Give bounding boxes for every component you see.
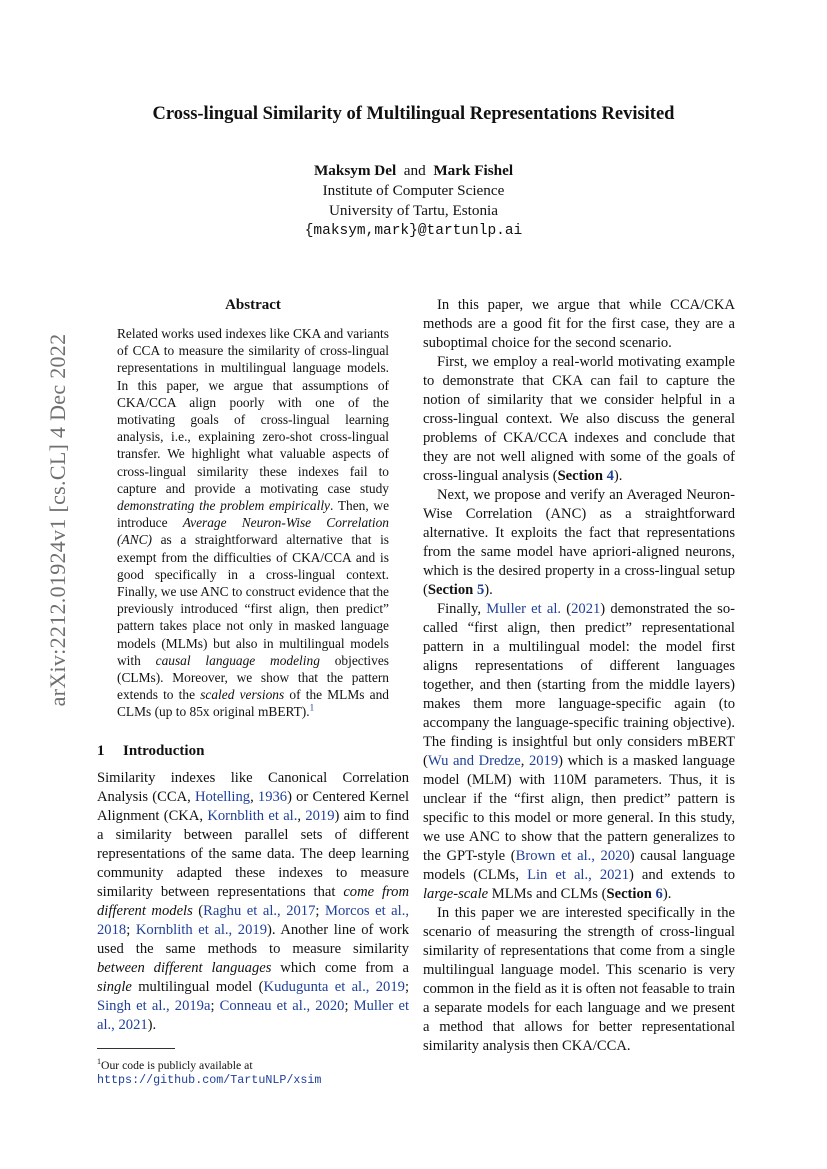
text-segment: ). xyxy=(484,582,493,598)
footnote-divider xyxy=(97,1048,175,1049)
citation-link[interactable]: 2019 xyxy=(528,753,559,769)
citation-link[interactable]: Kornblith et al. xyxy=(207,807,298,824)
section-title: Introduction xyxy=(123,742,205,759)
abstract-emphasis: causal language modeling xyxy=(155,652,320,668)
body-paragraph xyxy=(423,486,735,600)
left-column xyxy=(97,296,409,1088)
text-emphasis: large-scale xyxy=(423,886,489,902)
abstract-emphasis: demonstrating the problem empirically xyxy=(117,498,330,514)
author-conjunction: and xyxy=(403,162,426,179)
citation-link[interactable]: Raghu et al., 2017 xyxy=(203,902,316,919)
paper-title: Cross-lingual Similarity of Multilingual Representations Revisited xyxy=(152,104,675,124)
author-email[interactable]: {maksym,mark}@tartunlp.ai xyxy=(304,223,523,239)
citation-link[interactable]: Muller et al., 2021 xyxy=(97,997,410,1033)
affiliation-university: University of Tartu, Estonia xyxy=(328,202,499,219)
text-segment: ( xyxy=(192,902,204,919)
section-reference-link[interactable]: 4 xyxy=(606,468,614,484)
text-segment: ). xyxy=(613,468,623,484)
section-reference-link[interactable]: 5 xyxy=(476,582,485,598)
section-reference: Section xyxy=(557,468,607,484)
text-segment: First, we employ a real-world motivating example to demonstrate that CKA can fail to capture the notion of similarity that we consider helpful in a cross-lingual context. We also discuss the general problems of CKA/CCA indexes and conclude that they are not well aligned with some of the goals of cross-lingual analysis ( xyxy=(423,354,735,484)
text-segment: Finally, xyxy=(437,601,487,617)
text-segment: ). Another line of work used the same methods to measure similarity xyxy=(97,921,410,957)
text-segment: ). xyxy=(662,886,672,902)
abstract-emphasis: scaled versions xyxy=(200,687,285,703)
text-segment: which come from a xyxy=(271,959,409,976)
text-segment: ; xyxy=(210,997,220,1014)
abstract-segment: objectives (CLMs). Moreover, we show that the pattern extends to the xyxy=(117,652,389,703)
section-reference: Section xyxy=(606,886,656,902)
author-name: Mark Fishel xyxy=(433,162,514,179)
text-segment: ; xyxy=(344,997,354,1014)
author-block xyxy=(60,161,767,241)
text-segment: ). xyxy=(147,1016,157,1033)
text-segment: ( xyxy=(561,601,572,617)
citation-link[interactable]: Kornblith et al., 2019 xyxy=(135,921,267,938)
citation-link[interactable]: 2021 xyxy=(571,601,601,617)
text-emphasis: between different languages xyxy=(97,959,272,976)
text-emphasis: single xyxy=(97,978,132,995)
citation-link[interactable]: 2019 xyxy=(305,807,335,824)
body-paragraph: In this paper, we argue that while CCA/CKA methods are a good fit for the first case, they are a suboptimal choice for the second scenario. xyxy=(423,297,735,351)
text-segment: ) aim to find a similarity between parallel sets of different representations of the same data. The deep learning community adapted these indexes to measure similarity between representations that xyxy=(97,807,409,900)
intro-paragraph xyxy=(97,769,409,1035)
text-segment: multilingual model ( xyxy=(131,978,264,995)
author-names xyxy=(60,161,767,181)
text-segment: ) or Centered Kernel Alignment (CKA, xyxy=(97,788,410,824)
body-paragraph xyxy=(423,353,735,486)
footnote-number: 1 xyxy=(97,1056,101,1066)
abstract-segment: Related works used indexes like CKA and variants of CCA to measure the similarity of cross-lingual representations in multilingual language models. In this paper, we argue that assumptions of CKA/CCA align poorly with one of the motivating goals of cross-lingual learning analysis, i.e., explaining zero-shot cross-lingual transfer. We highlight what valuable aspects of cross-lingual similarity these indexes fail to capture and provide a motivating case study xyxy=(117,326,389,496)
right-column xyxy=(423,296,735,1056)
text-segment: ) causal language models (CLMs, xyxy=(423,848,735,883)
text-segment: ; xyxy=(404,978,409,995)
author-name: Maksym Del xyxy=(313,162,397,179)
text-segment: Next, we propose and verify an Averaged Neuron-Wise Correlation (ANC) as a straightforward alternative. It exploits the fact that representations from the same model have apriori-aligned neurons, which is the desired property in a cross-lingual setup ( xyxy=(423,487,735,598)
citation-link[interactable]: Conneau et al., 2020 xyxy=(219,997,345,1014)
section-number: 1 xyxy=(97,742,105,759)
arxiv-identifier xyxy=(45,333,70,707)
text-segment: ; xyxy=(315,902,325,919)
text-segment: ) demonstrated the so-called “first align, then predict” representational pattern in a multilingual model: the model first aligns representations of different languages together, and then (starting from the middle layers) makes them more language-specific again (to accompany the language-specific training objective). The finding is insightful but only considers mBERT ( xyxy=(423,601,736,769)
citation-link[interactable]: Singh et al., 2019a xyxy=(97,997,211,1014)
text-segment: Similarity indexes like Canonical Correlation Analysis (CCA, xyxy=(97,769,409,805)
citation-link[interactable]: Brown et al., 2020 xyxy=(515,848,630,864)
abstract-text xyxy=(117,325,389,721)
body-paragraph xyxy=(423,600,735,904)
affiliation-institute: Institute of Computer Science xyxy=(322,182,505,199)
section-reference: Section xyxy=(427,582,477,598)
citation-link[interactable]: Muller et al. xyxy=(486,601,562,617)
footnote xyxy=(97,1055,409,1088)
citation-link[interactable]: Hotelling xyxy=(194,788,251,805)
section-heading-introduction xyxy=(97,741,409,761)
footnote-text: Our code is publicly available at xyxy=(101,1058,253,1072)
section-reference-link[interactable]: 6 xyxy=(655,886,663,902)
text-segment: MLMs and CLMs ( xyxy=(488,886,607,902)
abstract-heading: Abstract xyxy=(225,297,281,313)
abstract-segment: as a straightforward alternative that is exempt from the difficulties of CKA/CCA and is good specifically in a cross-lingual context. Finally, we use ANC to construct evidence that the previously introduced “first align, then predict” pattern takes place not only in masked language models (MLMs) but also in multilingual models with xyxy=(117,532,389,668)
code-repository-link[interactable]: https://github.com/TartuNLP/xsim xyxy=(97,1073,322,1088)
citation-link[interactable]: 1936 xyxy=(257,788,288,805)
citation-link[interactable]: Morcos et al., 2018 xyxy=(97,902,409,938)
citation-link[interactable]: Lin et al., 2021 xyxy=(527,867,630,883)
abstract-emphasis: Average Neuron-Wise Correlation (ANC) xyxy=(117,515,389,548)
citation-link[interactable]: Kudugunta et al., 2019 xyxy=(263,978,405,995)
arxiv-stamp-text: arXiv:2212.01924v1 [cs.CL] 4 Dec 2022 xyxy=(45,333,70,707)
text-segment: ) which is a masked language model (MLM) with 110M parameters. Thus, it is unclear if the “first align, then predict” pattern is specific to this model or more general. In this study, we use ANC to show that the pattern generalizes to the GPT-style ( xyxy=(423,753,736,864)
text-segment: , xyxy=(520,753,529,769)
text-segment: ; xyxy=(126,921,136,938)
abstract-segment: of the MLMs and CLMs (up to 85x original mBERT). xyxy=(117,687,389,720)
text-emphasis: come from different models xyxy=(97,883,410,919)
text-segment: , xyxy=(297,807,306,824)
abstract-segment: . Then, we introduce xyxy=(117,498,390,531)
citation-link[interactable]: Wu and Dredze xyxy=(427,753,521,769)
footnote-marker[interactable]: 1 xyxy=(309,703,315,713)
body-paragraph: In this paper we are interested specifically in the scenario of measuring the strength of cross-lingual similarity of representations that come from a single multilingual language model. This scenario is very common in the field as it is often not feasable to train a separate models for each language and we present a method that allows for better representational similarity analysis then CKA/CCA. xyxy=(423,905,735,1054)
text-segment: , xyxy=(250,788,258,805)
text-segment: ) and extends to xyxy=(629,867,736,883)
